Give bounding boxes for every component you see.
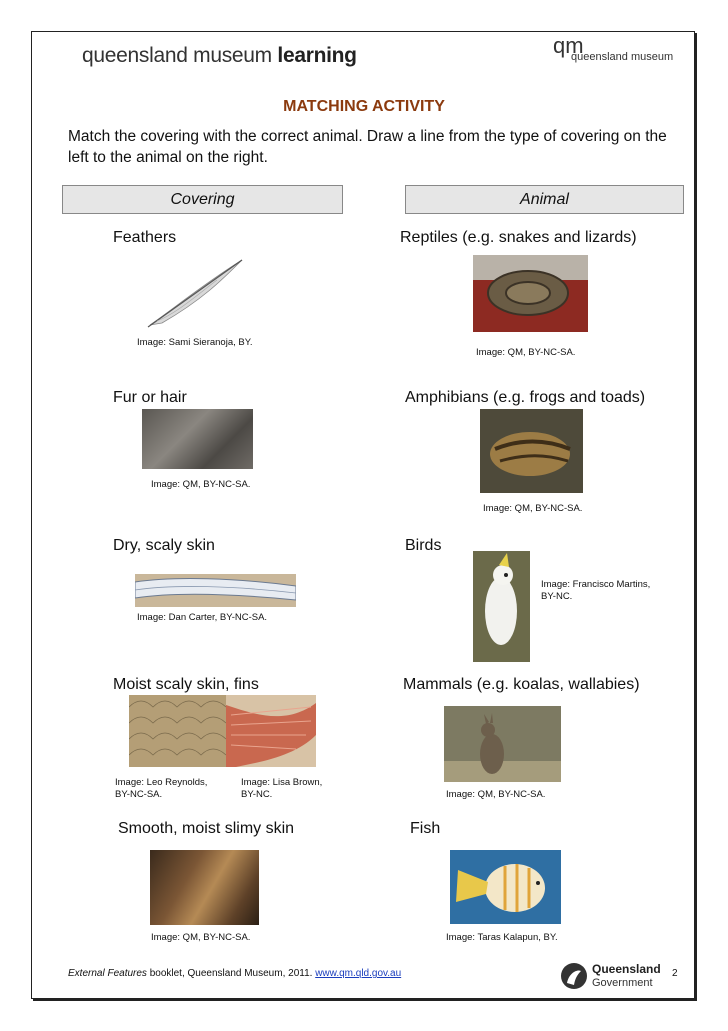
animal-label-reptiles: Reptiles (e.g. snakes and lizards) [400, 229, 637, 246]
credit-smooth-moist: Image: QM, BY-NC-SA. [151, 932, 251, 943]
frog-image [480, 409, 583, 493]
credit-amphibians: Image: QM, BY-NC-SA. [483, 503, 583, 514]
snake-skin-image [135, 574, 296, 607]
credit-fish: Image: Taras Kalapun, BY. [446, 932, 558, 943]
queensland-government-crest-icon [559, 961, 589, 996]
python-image [473, 255, 588, 332]
page-title: MATCHING ACTIVITY [283, 98, 445, 115]
covering-label-moist-scaly: Moist scaly skin, fins [113, 676, 259, 693]
tang-fish-image [450, 850, 561, 924]
gov-name-line2: Government [592, 977, 653, 989]
cockatoo-image [473, 551, 530, 662]
credit-fur: Image: QM, BY-NC-SA. [151, 479, 251, 490]
page-number: 2 [672, 968, 678, 979]
feather-image [142, 255, 246, 330]
fur-image [142, 409, 253, 469]
animal-label-birds: Birds [405, 537, 442, 554]
instructions: Match the covering with the correct animal. Draw a line from the type of covering on the left to the animal on the right. [68, 128, 667, 166]
credit-moist-scaly-b: Image: Lisa Brown, BY-NC. [241, 777, 323, 800]
animal-label-amphibians: Amphibians (e.g. frogs and toads) [405, 389, 646, 406]
credit-feathers: Image: Sami Sieranoja, BY. [137, 337, 253, 348]
fish-fin-image [226, 695, 316, 767]
footer-citation: External Features booklet, Queensland Museum, 2011. www.qm.qld.gov.au [68, 968, 402, 979]
wallaby-image [444, 706, 561, 782]
animal-label-fish: Fish [410, 820, 441, 837]
credit-reptiles: Image: QM, BY-NC-SA. [476, 347, 576, 358]
gov-name-line1: Queensland [592, 962, 661, 976]
museum-link[interactable]: www.qm.qld.gov.au [315, 968, 402, 979]
animal-column-header: Animal [405, 185, 684, 214]
animal-label-mammals: Mammals (e.g. koalas, wallabies) [403, 676, 640, 693]
covering-column-header: Covering [62, 185, 343, 214]
covering-label-dry-scaly: Dry, scaly skin [113, 537, 215, 554]
page-border [31, 31, 695, 999]
qm-logo-mark: qm [553, 33, 584, 58]
credit-moist-scaly-a: Image: Leo Reynolds, BY-NC-SA. [115, 777, 208, 800]
frog-skin-image [150, 850, 259, 925]
covering-label-feathers: Feathers [113, 229, 177, 246]
qm-learning-logo: queensland museum learning [82, 44, 357, 67]
covering-label-fur: Fur or hair [113, 389, 187, 406]
credit-mammals: Image: QM, BY-NC-SA. [446, 789, 546, 800]
credit-birds: Image: Francisco Martins, BY-NC. [541, 579, 651, 602]
covering-label-smooth-moist: Smooth, moist slimy skin [118, 820, 295, 837]
fish-scales-image [129, 695, 226, 767]
qm-logo-name: queensland museum [571, 51, 674, 63]
credit-dry-scaly: Image: Dan Carter, BY-NC-SA. [137, 612, 268, 623]
